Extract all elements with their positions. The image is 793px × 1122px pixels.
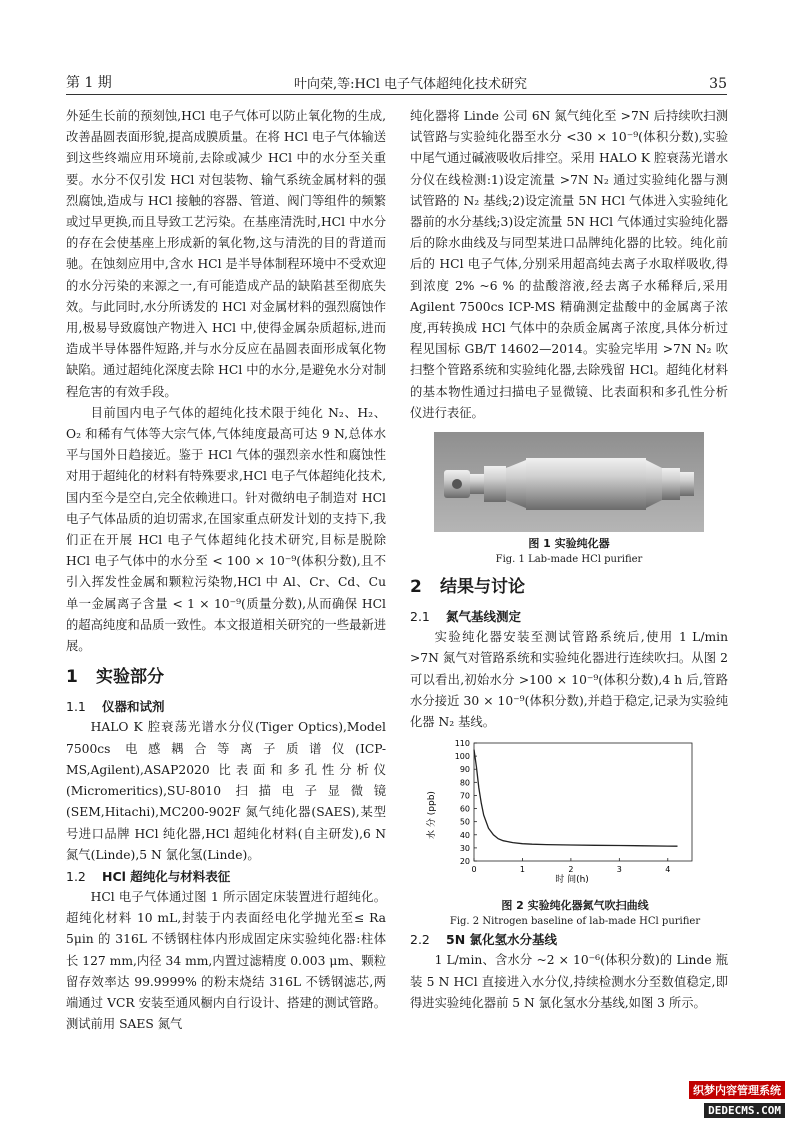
- body-paragraph: 纯化器将 Linde 公司 6N 氮气纯化至 >7N 后持续吹扫测试管路与实验纯化器至水分 <30 × 10⁻⁹(体积分数),实验中尾气通过碱液吸收后排空。采用 HALO K 腔衰荡光谱水分仪在线检测:1)设定流量 >7N N₂ 通过实验纯化器与测试管路的 N₂ 基线;2)设定流量 5N HCl 气体进入实验纯化器前的水分基线;3)设定流量 5N HCl 气体通过实验纯化器后的除水曲线及与同型某进口品牌纯化器的比较。纯化前后的 HCl 电子气体,分别采用超高纯去离子水取样吸收,得到浓度 2% ~6 % 的盐酸溶液,经去离子水稀释后,采用 Agilent 7500cs ICP-MS 精确测定盐酸中的金属离子浓度,再转换成 HCl 气体中的杂质金属离子浓度,具体分析过程见国标 GB/T 14602—2014。实验完毕用 >7N N₂ 吹扫整个管路系统和实验纯化器,去除残留 HCl。超纯化材料的基本物性通过扫描电子显微镜、比表面积和多孔性分析仪进行表征。: [410, 109, 728, 420]
- body-paragraph: 目前国内电子气体的超纯化技术限于纯化 N₂、H₂、O₂ 和稀有气体等大宗气体,气体纯度最高可达 9 N,总体水平与国外日趋接近。鉴于 HCl 气体的强烈亲水性和腐蚀性对用于超纯化的材料有特殊要求,HCl 电子气体超纯化技术,国内至今是空白,完全依赖进口。针对微纳电子制造对 HCl 电子气体品质的迫切需求,在国家重点研发计划的支持下,我们正在开展 HCl 电子气体超纯化技术研究,目标是脱除 HCl 电子气体中的水分至 < 100 × 10⁻⁹(体积分数),且不引入挥发性金属和颗粒污染物,HCl 中 Al、Cr、Cd、Cu 单一金属离子含量 < 1 × 10⁻⁹(质量分数),从而确保 HCl 的超高纯度和品质一致性。本文报道相关研究的一些最新进展。: [66, 405, 386, 654]
- subsection-title: HCl 超纯化与材料表征: [102, 868, 231, 884]
- y-tick-label: 60: [459, 804, 470, 814]
- issue-label: 第 1 期: [66, 75, 112, 91]
- watermark-line-2: DEDECMS.COM: [704, 1103, 785, 1118]
- figure-2-caption-en: Fig. 2 Nitrogen baseline of lab-made HCl purifier: [449, 916, 701, 928]
- y-tick-label: 80: [459, 778, 470, 788]
- x-tick-label: 0: [471, 865, 477, 875]
- y-tick-label: 30: [459, 844, 470, 854]
- nitrogen-baseline-chart: [422, 737, 712, 887]
- subsection-number: 2.1: [410, 609, 430, 625]
- y-axis-label: 水 分 (ppb): [427, 791, 437, 840]
- x-tick-label: 3: [616, 865, 622, 875]
- body-paragraph: 外延生长前的预刻蚀,HCl 电子气体可以防止氧化物的生成,改善晶圆表面形貌,提高成膜质量。在将 HCl 电子气体输送到这些终端应用环境前,去除或减少 HCl 中的水分至关重要。水分不仅引发 HCl 对包装物、输气系统金属材料的强烈腐蚀,造成与 HCl 接触的容器、管道、阀门等组件的频繁或过早更换,而且导致工艺污染。在基座清洗时,HCl 中水分的存在会使基座上形成新的氧化物,这与清洗的目的背道而驰。在蚀刻应用中,含水 HCl 是半导体制程环境中不受欢迎的水分污染的来源之一,有可能造成产品的缺陷甚至彻底失效。与此同时,水分所诱发的 HCl 对金属材料的强烈腐蚀作用,极易导致腐蚀产物进入 HCl 中,使得金属杂质超标,进而造成半导体器件短路,并与水分反应在晶圆表面形成氧化物缺陷。通过超纯化深度去除 HCl 中的水分,是避免水分对制程危害的有效手段。: [66, 109, 386, 399]
- purifier-photo: [434, 432, 704, 532]
- figure-2-caption: 图 2 实验纯化器氮气吹扫曲线: [501, 899, 649, 913]
- subsection-title: 5N 氯化氢水分基线: [446, 932, 558, 948]
- section-title: 实验部分: [96, 667, 164, 688]
- figure-1-caption-en: Fig. 1 Lab-made HCl purifier: [495, 554, 643, 566]
- y-tick-label: 40: [459, 831, 470, 841]
- y-tick-label: 110: [454, 739, 470, 749]
- x-tick-label: 4: [665, 865, 671, 875]
- figure-1-caption: 图 1 实验纯化器: [528, 537, 610, 551]
- subsection-heading-1-1: [66, 696, 386, 717]
- watermark: [655, 1079, 785, 1118]
- section-number: 2: [410, 577, 422, 598]
- section-heading-2: [410, 577, 728, 598]
- body-paragraph: HALO K 腔衰荡光谱水分仪(Tiger Optics),Model 7500cs 电感耦合等离子质谱仪(ICP-MS,Agilent),ASAP2020 比表面和多孔性分析仪(Micromeritics),SU-8010 扫描电子显微镜(SEM,Hitachi),MC200-902F 氮气纯化器(SAES),某型号进口品牌 HCl 纯化器,HCl 超纯化材料(自主研发),6 N 氮气(Linde),5 N 氯化氢(Linde)。: [66, 720, 386, 862]
- x-tick-label: 1: [519, 865, 525, 875]
- y-tick-label: 50: [459, 817, 470, 827]
- subsection-number: 1.2: [66, 868, 86, 884]
- page-number: 35: [709, 76, 727, 92]
- figure-1: [410, 432, 728, 567]
- running-title: 叶向荣,等:HCl 电子气体超纯化技术研究: [293, 77, 528, 92]
- subsection-title: 仪器和试剂: [102, 699, 165, 715]
- watermark-line-1: 织梦内容管理系统: [689, 1081, 785, 1099]
- y-tick-label: 100: [454, 752, 470, 762]
- section-heading-1: [66, 667, 386, 688]
- running-header: [66, 70, 727, 92]
- x-axis-label: 时 间(h): [555, 875, 589, 886]
- subsection-heading-1-2: [66, 866, 386, 887]
- y-tick-label: 90: [459, 765, 470, 775]
- left-column: [66, 106, 386, 1035]
- body-paragraph: 1 L/min、含水分 ~2 × 10⁻⁶(体积分数)的 Linde 瓶装 5 N HCl 直接进入水分仪,持续检测水分至数值稳定,即得进实验纯化器前 5 N 氯化氢水分基线,如图 3 所示。: [410, 953, 728, 1010]
- section-title: 结果与讨论: [440, 577, 525, 598]
- y-tick-label: 70: [459, 791, 470, 801]
- subsection-heading-2-2: [410, 929, 728, 950]
- x-tick-label: 2: [568, 865, 574, 875]
- subsection-heading-2-1: [410, 606, 728, 627]
- series-line: [474, 750, 678, 847]
- body-paragraph: HCl 电子气体通过图 1 所示固定床装置进行超纯化。超纯化材料 10 mL,封装于内表面经电化学抛光至≤ Ra 5μin 的 316L 不锈钢柱体内形成固定床实验纯化器:柱体长 127 mm,内径 34 mm,内置过滤精度 0.003 μm、颗粒留存效率达 99.9999% 的粉末烧结 316L 不锈钢滤芯,两端通过 VCR 安装至通风橱内自行设计、搭建的测试管路。测试前用 SAES 氮气: [66, 889, 386, 1032]
- subsection-number: 2.2: [410, 932, 430, 948]
- right-column: [410, 106, 728, 1014]
- header-rule: [66, 94, 727, 95]
- y-tick-label: 20: [459, 857, 470, 867]
- figure-2: [422, 737, 728, 929]
- subsection-number: 1.1: [66, 699, 86, 715]
- body-paragraph: 实验纯化器安装至测试管路系统后,使用 1 L/min >7N 氮气对管路系统和实验纯化器进行连续吹扫。从图 2 可以看出,初始水分 >100 × 10⁻⁹(体积分数),4 h 后,管路水分接近 30 × 10⁻⁹(体积分数),并趋于稳定,记录为实验纯化器 N₂ 基线。: [410, 630, 728, 730]
- purifier-image: [434, 432, 704, 532]
- subsection-title: 氮气基线测定: [446, 609, 522, 625]
- section-number: 1: [66, 667, 78, 688]
- plot-frame: [474, 743, 692, 861]
